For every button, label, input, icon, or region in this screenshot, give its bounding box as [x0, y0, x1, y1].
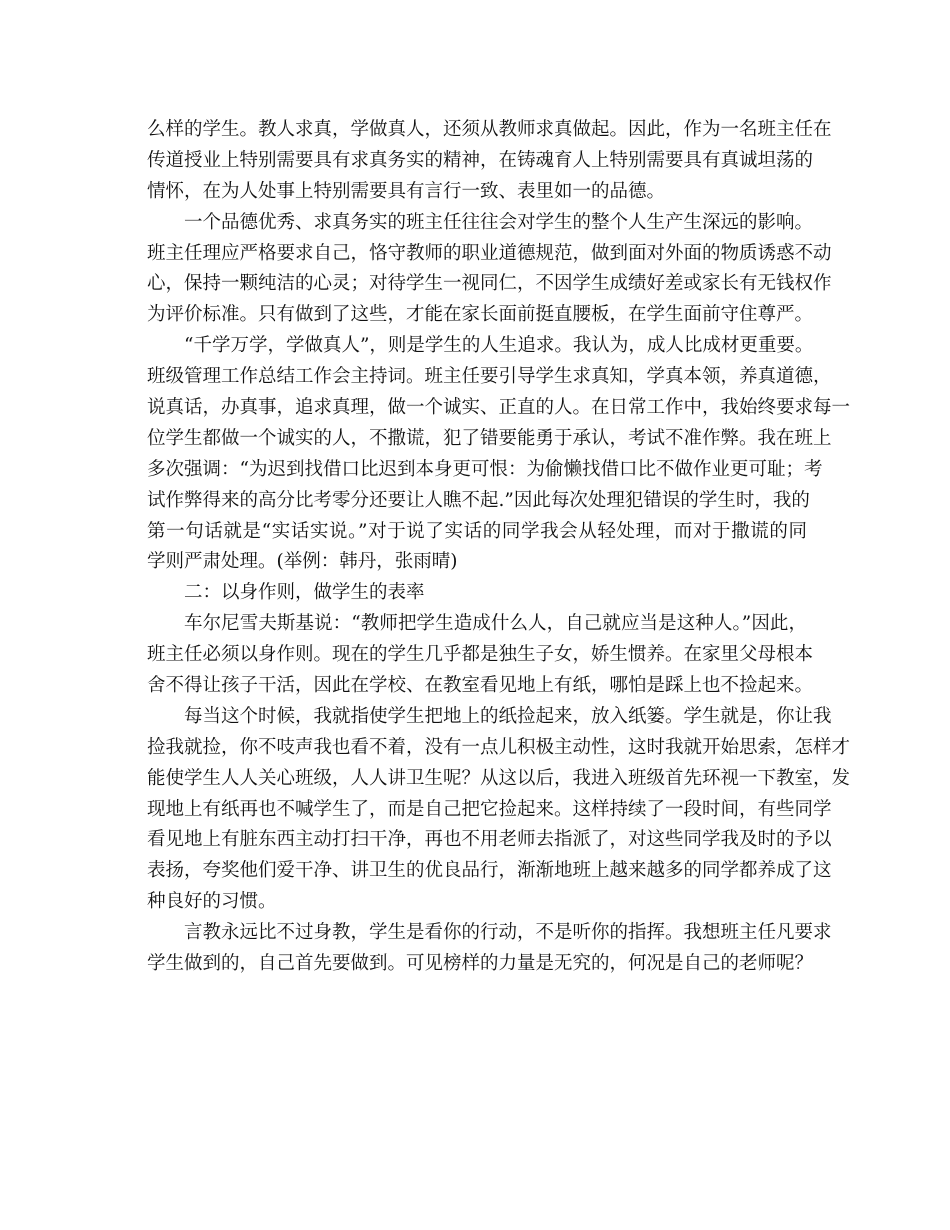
text-line: 班主任理应严格要求自己，恪守教师的职业道德规范，做到面对外面的物质诱惑不动: [147, 242, 832, 264]
text-line: 二：以身作则，做学生的表率: [184, 582, 425, 604]
text-line: 试作弊得来的高分比考零分还要让人瞧不起.”因此每次处理犯错误的学生时，我的: [147, 489, 810, 511]
text-line: 说真话，办真事，追求真理，做一个诚实、正直的人。在日常工作中，我始终要求每一: [147, 397, 851, 419]
text-line: 种良好的习惯。: [147, 891, 277, 913]
text-line: 么样的学生。教人求真，学做真人，还须从教师求真做起。因此，作为一名班主任在: [147, 119, 832, 140]
text-line: 捡我就捡，你不吱声我也看不着，没有一点儿积极主动性，这时我就开始思索，怎样才: [147, 736, 851, 758]
text-line: 班级管理工作总结工作会主持词。班主任要引导学生求真知，学真本领，养真道德，: [147, 366, 832, 388]
text-line: 车尔尼雪夫斯基说：“教师把学生造成什么人，自己就应当是这种人。”因此，: [184, 613, 807, 635]
text-line: 第一句话就是“实话实说。”对于说了实话的同学我会从轻处理，而对于撒谎的同: [147, 520, 807, 542]
text-line: 心，保持一颗纯洁的心灵；对待学生一视同仁，不因学生成绩好差或家长有无钱权作: [147, 273, 832, 295]
text-line: 传道授业上特别需要具有求真务实的精神，在铸魂育人上特别需要具有真诚坦荡的: [147, 149, 814, 171]
text-line: 舍不得让孩子干活，因此在学校、在教室看见地上有纸，哪怕是踩上也不捡起来。: [147, 675, 814, 697]
text-line: 学则严肃处理。(举例：韩丹，张雨晴): [147, 551, 458, 573]
text-line: 每当这个时候，我就指使学生把地上的纸捡起来，放入纸篓。学生就是，你让我: [184, 705, 832, 727]
text-line: 为评价标准。只有做到了这些，才能在家长面前挺直腰板，在学生面前守住尊严。: [147, 304, 814, 326]
text-line: 多次强调：“为迟到找借口比迟到本身更可恨：为偷懒找借口比不做作业更可耻；考: [147, 458, 823, 480]
text-line: 学生做到的，自己首先要做到。可见榜样的力量是无究的，何况是自己的老师呢？: [147, 953, 814, 975]
text-line: 现地上有纸再也不喊学生了，而是自己把它捡起来。这样持续了一段时间，有些同学: [147, 798, 832, 820]
text-line: “千学万学，学做真人”，则是学生的人生追求。我认为，成人比成材更重要。: [184, 335, 814, 357]
document-body: [147, 115, 851, 980]
text-line: 看见地上有脏东西主动打扫干净，再也不用老师去指派了，对这些同学我及时的予以: [147, 829, 832, 851]
text-line: 言教永远比不过身教，学生是看你的行动，不是听你的指挥。我想班主任凡要求: [184, 922, 832, 944]
text-line: 能使学生人人关心班级，人人讲卫生呢？从这以后，我进入班级首先环视一下教室，发: [147, 767, 851, 789]
text-line: 情怀，在为人处事上特别需要具有言行一致、表里如一的品德。: [147, 180, 666, 202]
text-line: 班主任必须以身作则。现在的学生几乎都是独生子女，娇生惯养。在家里父母根本: [147, 644, 814, 666]
text-line: 一个品德优秀、求真务实的班主任往往会对学生的整个人生产生深远的影响。: [184, 211, 814, 233]
text-line: 位学生都做一个诚实的人，不撒谎，犯了错要能勇于承认，考试不准作弊。我在班上: [147, 427, 832, 449]
text-line: 表扬，夸奖他们爱干净、讲卫生的优良品行，渐渐地班上越来越多的同学都养成了这: [147, 860, 832, 882]
